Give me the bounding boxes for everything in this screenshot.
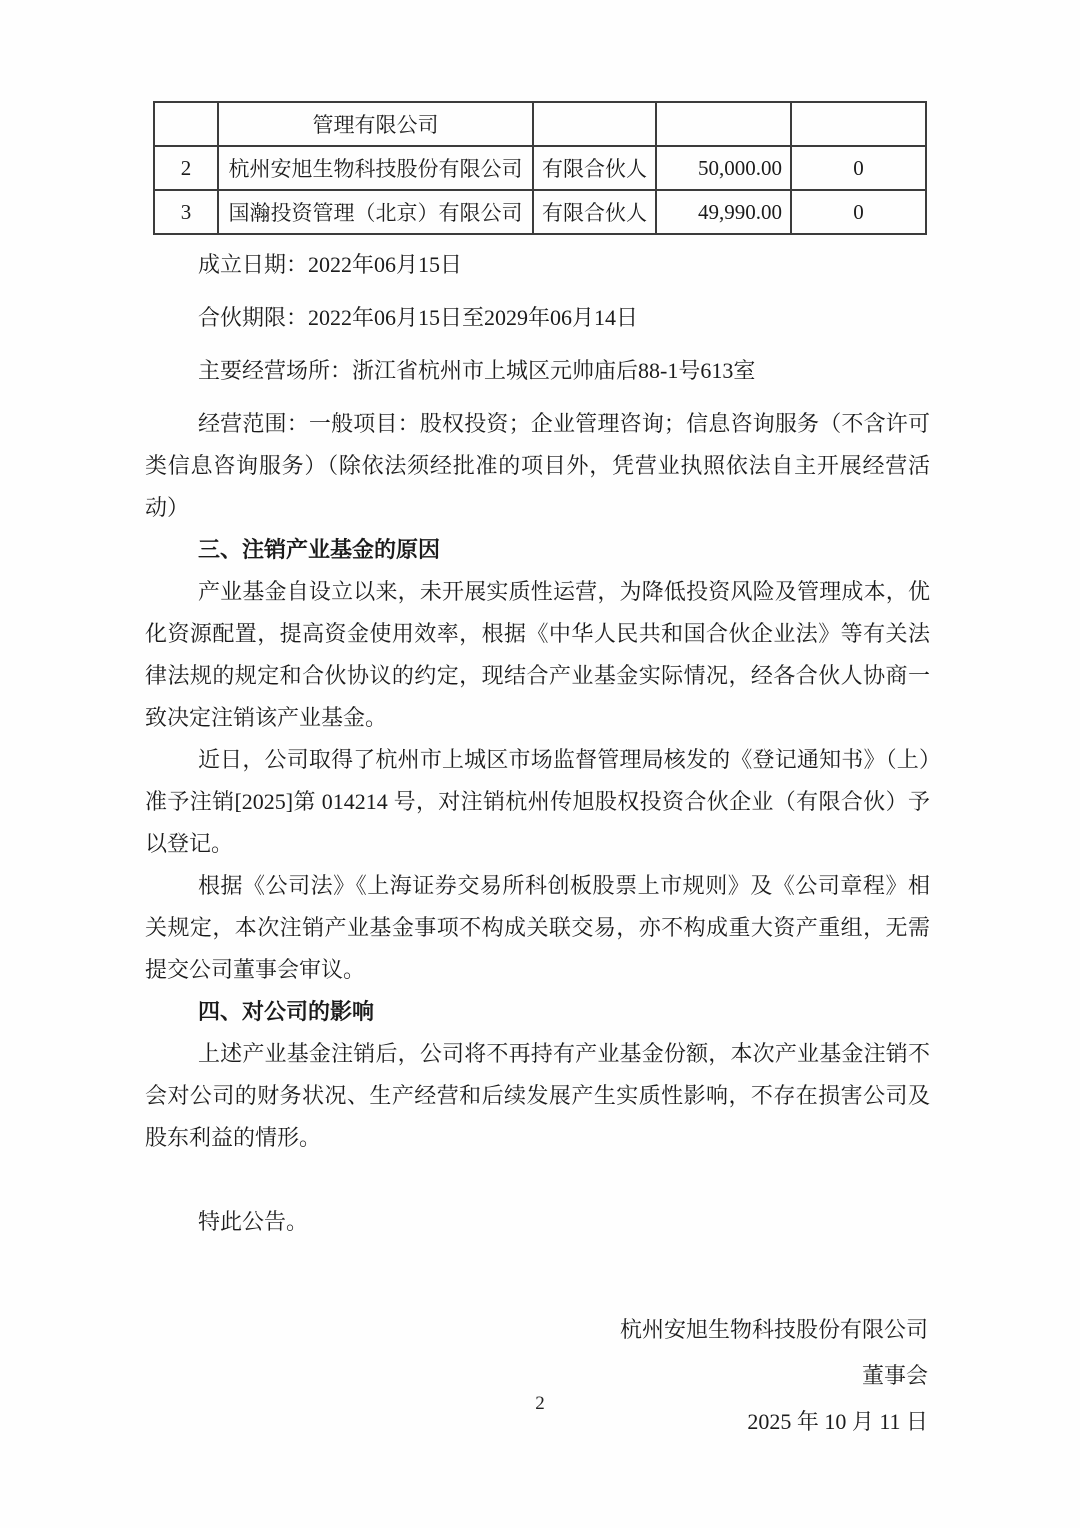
cell-amount [656, 102, 791, 146]
cell-row-number: 2 [154, 146, 218, 190]
closing-statement: 特此公告。 [198, 1209, 309, 1234]
cell-amount: 50,000.00 [656, 146, 791, 190]
section3-paragraph: 根据《公司法》《上海证券交易所科创板股票上市规则》及《公司章程》相关规定，本次注销产业基金事项不构成关联交易，亦不构成重大资产重组，无需提交公司董事会审议。 [145, 873, 930, 982]
section3-paragraph: 近日，公司取得了杭州市上城区市场监督管理局核发的《登记通知书》（上）准予注销[2025]第 014214 号，对注销杭州传旭股权投资合伙企业（有限合伙）予以登记。 [145, 747, 930, 856]
info-partnership-term: 合伙期限：2022年06月15日至2029年06月14日 [198, 305, 639, 330]
signature-signer: 董事会 [861, 1363, 928, 1388]
partners-table [153, 101, 927, 235]
cell-amount: 49,990.00 [656, 190, 791, 234]
cell-partner-name: 国瀚投资管理（北京）有限公司 [218, 190, 533, 234]
signature-company: 杭州安旭生物科技股份有限公司 [619, 1317, 928, 1342]
info-business-address: 主要经营场所：浙江省杭州市上城区元帅庙后88-1号613室 [198, 358, 756, 383]
signature-block [145, 1307, 930, 1445]
section3-heading: 三、注销产业基金的原因 [198, 537, 441, 562]
paragraph-business-scope: 经营范围：一般项目：股权投资；企业管理咨询；信息咨询服务（不含许可类信息咨询服务）（除依法须经批准的项目外，凭营业执照依法自主开展经营活动） [145, 411, 930, 520]
cell-ratio: 0 [791, 146, 926, 190]
cell-row-number [154, 102, 218, 146]
cell-partner-type: 有限合伙人 [533, 146, 656, 190]
section4-heading: 四、对公司的影响 [198, 999, 375, 1024]
cell-ratio: 0 [791, 190, 926, 234]
table-row [154, 146, 926, 190]
info-establish-date: 成立日期：2022年06月15日 [198, 252, 463, 277]
section3-paragraph: 产业基金自设立以来，未开展实质性运营，为降低投资风险及管理成本，优化资源配置，提高资金使用效率，根据《中华人民共和国合伙企业法》等有关法律法规的规定和合伙协议的约定，现结合产业基金实际情况，经各合伙人协商一致决定注销该产业基金。 [145, 579, 930, 730]
section4-paragraph: 上述产业基金注销后，公司将不再持有产业基金份额，本次产业基金注销不会对公司的财务状况、生产经营和后续发展产生实质性影响，不存在损害公司及股东利益的情形。 [145, 1041, 930, 1150]
cell-ratio [791, 102, 926, 146]
signature-date: 2025 年 10 月 11 日 [747, 1409, 928, 1434]
cell-partner-type [533, 102, 656, 146]
table-row [154, 190, 926, 234]
cell-partner-name: 杭州安旭生物科技股份有限公司 [218, 146, 533, 190]
table-row [154, 102, 926, 146]
cell-row-number: 3 [154, 190, 218, 234]
cell-partner-type: 有限合伙人 [533, 190, 656, 234]
page-number: 2 [535, 1393, 545, 1414]
cell-partner-name: 管理有限公司 [218, 102, 533, 146]
